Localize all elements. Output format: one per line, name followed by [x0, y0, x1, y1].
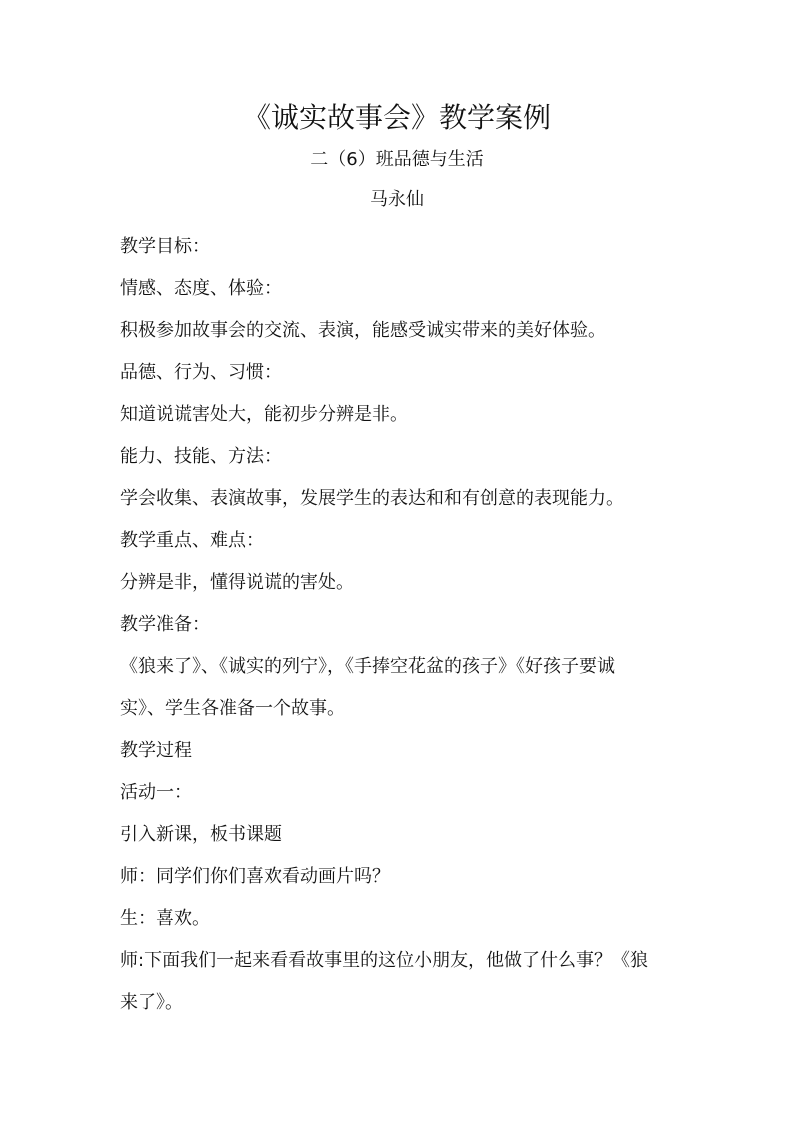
- paragraph-line: 知道说谎害处大，能初步分辨是非。: [120, 404, 408, 425]
- activity-heading: 活动一：: [120, 782, 192, 803]
- section-heading-preparation: 教学准备：: [120, 614, 210, 635]
- paragraph-line: 《狼来了》、《诚实的列宁》，《手捧空花盆的孩子》《好孩子要诚: [120, 656, 615, 677]
- dialogue-line: 师：同学们你们喜欢看动画片吗？: [120, 866, 390, 887]
- subheading-ability-method: 能力、技能、方法：: [120, 446, 282, 467]
- section-heading-key-points: 教学重点、难点：: [120, 530, 264, 551]
- subheading-emotion-attitude: 情感、态度、体验：: [120, 278, 282, 299]
- paragraph-line: 积极参加故事会的交流、表演，能感受诚实带来的美好体验。: [120, 320, 606, 341]
- paragraph-line: 实》、学生各准备一个故事。: [120, 698, 345, 719]
- subheading-morality-behavior: 品德、行为、习惯：: [120, 362, 282, 383]
- document-title: 《诚实故事会》教学案例: [242, 101, 551, 134]
- author-name: 马永仙: [370, 189, 424, 210]
- paragraph-line: 分辨是非，懂得说谎的害处。: [120, 572, 354, 593]
- dialogue-line: 生：喜欢。: [120, 908, 210, 929]
- paragraph-line: 引入新课，板书课题: [120, 824, 282, 845]
- document-body: [120, 226, 680, 1024]
- paragraph-line: 学会收集、表演故事，发展学生的表达和和有创意的表现能力。: [120, 488, 624, 509]
- section-heading-process: 教学过程: [120, 740, 192, 761]
- section-heading-teaching-goals: 教学目标：: [120, 236, 210, 257]
- dialogue-line: 来了》。: [120, 992, 183, 1013]
- dialogue-line: 师:下面我们一起来看看故事里的这位小朋友，他做了什么事？《狼: [120, 950, 649, 971]
- class-subject-line: 二（6）班品德与生活: [310, 149, 484, 170]
